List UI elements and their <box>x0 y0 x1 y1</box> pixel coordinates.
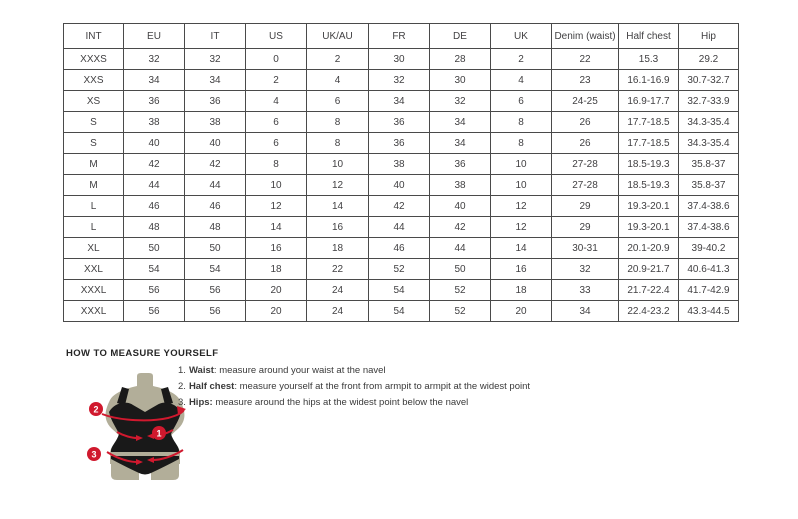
table-cell: 44 <box>430 238 491 259</box>
table-row <box>64 91 739 112</box>
column-header: DE <box>430 24 491 49</box>
table-cell: 18 <box>491 280 552 301</box>
chest-badge <box>89 402 103 416</box>
hips-badge-number: 3 <box>91 449 97 460</box>
table-cell: 0 <box>246 49 307 70</box>
table-cell: 43.3-44.5 <box>679 301 739 322</box>
table-cell: 20 <box>246 280 307 301</box>
column-header: EU <box>124 24 185 49</box>
table-row <box>64 154 739 175</box>
table-cell: XXXL <box>64 301 124 322</box>
table-cell: 38 <box>124 112 185 133</box>
table-cell: 56 <box>124 301 185 322</box>
table-cell: 54 <box>124 259 185 280</box>
table-cell: 32 <box>552 259 619 280</box>
table-cell: 19.3-20.1 <box>619 196 679 217</box>
table-cell: 2 <box>246 70 307 91</box>
table-cell: 50 <box>430 259 491 280</box>
table-cell: 46 <box>369 238 430 259</box>
table-cell: 34.3-35.4 <box>679 133 739 154</box>
table-cell: 30 <box>430 70 491 91</box>
step-number: 2. <box>178 381 186 392</box>
table-cell: 18 <box>246 259 307 280</box>
table-cell: S <box>64 112 124 133</box>
table-cell: 22 <box>552 49 619 70</box>
table-cell: 8 <box>307 133 369 154</box>
measure-steps-list <box>178 366 530 414</box>
table-cell: 2 <box>307 49 369 70</box>
table-row <box>64 217 739 238</box>
table-cell: 32 <box>124 49 185 70</box>
step-number: 3. <box>178 397 186 408</box>
table-cell: 12 <box>491 217 552 238</box>
table-cell: 20.9-21.7 <box>619 259 679 280</box>
table-cell: 20.1-20.9 <box>619 238 679 259</box>
table-cell: 20 <box>491 301 552 322</box>
table-cell: 42 <box>430 217 491 238</box>
table-cell: 8 <box>491 112 552 133</box>
table-cell: 46 <box>124 196 185 217</box>
table-cell: 33 <box>552 280 619 301</box>
table-cell: 32.7-33.9 <box>679 91 739 112</box>
table-cell: 29.2 <box>679 49 739 70</box>
column-header: UK <box>491 24 552 49</box>
column-header: US <box>246 24 307 49</box>
table-cell: 8 <box>307 112 369 133</box>
table-row <box>64 175 739 196</box>
table-cell: 41.7-42.9 <box>679 280 739 301</box>
table-row <box>64 301 739 322</box>
table-cell: XL <box>64 238 124 259</box>
column-header: INT <box>64 24 124 49</box>
table-cell: 10 <box>246 175 307 196</box>
table-cell: 16.9-17.7 <box>619 91 679 112</box>
table-header-row <box>64 24 739 49</box>
table-cell: 48 <box>124 217 185 238</box>
table-cell: 18.5-19.3 <box>619 175 679 196</box>
table-cell: XXL <box>64 259 124 280</box>
table-cell: XXXS <box>64 49 124 70</box>
table-cell: 24-25 <box>552 91 619 112</box>
table-cell: 46 <box>185 196 246 217</box>
table-cell: 40 <box>430 196 491 217</box>
table-cell: 12 <box>246 196 307 217</box>
table-cell: 29 <box>552 196 619 217</box>
measure-step-half-chest <box>178 382 530 392</box>
table-row <box>64 70 739 91</box>
table-cell: 44 <box>124 175 185 196</box>
table-cell: 36 <box>124 91 185 112</box>
table-cell: 12 <box>491 196 552 217</box>
table-cell: 52 <box>369 259 430 280</box>
table-cell: 34 <box>369 91 430 112</box>
table-cell: 52 <box>430 301 491 322</box>
table-cell: M <box>64 175 124 196</box>
table-cell: 40 <box>124 133 185 154</box>
table-cell: 14 <box>246 217 307 238</box>
table-cell: 22 <box>307 259 369 280</box>
table-cell: 28 <box>430 49 491 70</box>
table-cell: 42 <box>185 154 246 175</box>
step-label: Hips: <box>188 397 213 408</box>
table-row <box>64 259 739 280</box>
table-cell: 42 <box>369 196 430 217</box>
table-cell: 37.4-38.6 <box>679 217 739 238</box>
table-cell: 35.8-37 <box>679 154 739 175</box>
table-row <box>64 133 739 154</box>
measure-step-waist <box>178 366 530 376</box>
table-cell: 36 <box>369 112 430 133</box>
table-cell: 29 <box>552 217 619 238</box>
table-cell: XS <box>64 91 124 112</box>
table-cell: 16.1-16.9 <box>619 70 679 91</box>
table-cell: 4 <box>307 70 369 91</box>
table-cell: L <box>64 196 124 217</box>
step-label: Half chest <box>188 381 235 392</box>
table-cell: 32 <box>430 91 491 112</box>
table-cell: 56 <box>185 301 246 322</box>
table-cell: L <box>64 217 124 238</box>
table-row <box>64 196 739 217</box>
waist-badge <box>152 426 166 440</box>
column-header: FR <box>369 24 430 49</box>
table-cell: 54 <box>185 259 246 280</box>
table-cell: 14 <box>491 238 552 259</box>
table-cell: 21.7-22.4 <box>619 280 679 301</box>
table-cell: 17.7-18.5 <box>619 133 679 154</box>
table-cell: 8 <box>491 133 552 154</box>
table-cell: 44 <box>369 217 430 238</box>
table-cell: 24 <box>307 280 369 301</box>
table-cell: 32 <box>185 49 246 70</box>
measure-step-hips <box>178 398 530 408</box>
column-header: IT <box>185 24 246 49</box>
table-cell: 34.3-35.4 <box>679 112 739 133</box>
table-cell: 23 <box>552 70 619 91</box>
table-cell: 15.3 <box>619 49 679 70</box>
table-cell: 6 <box>246 133 307 154</box>
table-cell: 39-40.2 <box>679 238 739 259</box>
table-cell: 36 <box>185 91 246 112</box>
table-cell: 54 <box>369 280 430 301</box>
step-text: : measure yourself at the front from armpit to armpit at the widest point <box>234 381 531 392</box>
table-cell: 12 <box>307 175 369 196</box>
table-cell: 30.7-32.7 <box>679 70 739 91</box>
table-cell: 4 <box>246 91 307 112</box>
table-cell: 38 <box>185 112 246 133</box>
table-cell: S <box>64 133 124 154</box>
table-cell: 56 <box>185 280 246 301</box>
table-cell: 34 <box>552 301 619 322</box>
table-cell: 40 <box>185 133 246 154</box>
table-cell: 42 <box>124 154 185 175</box>
chest-badge-number: 2 <box>93 404 99 415</box>
table-cell: 16 <box>246 238 307 259</box>
table-cell: XXS <box>64 70 124 91</box>
table-cell: 34 <box>124 70 185 91</box>
step-text: measure around the hips at the widest point below the navel <box>212 397 469 408</box>
table-cell: 36 <box>369 133 430 154</box>
table-cell: 52 <box>430 280 491 301</box>
table-cell: 4 <box>491 70 552 91</box>
column-header: UK/AU <box>307 24 369 49</box>
table-cell: 6 <box>491 91 552 112</box>
table-cell: 27-28 <box>552 154 619 175</box>
column-header: Hip <box>679 24 739 49</box>
table-cell: 24 <box>307 301 369 322</box>
table-cell: 30-31 <box>552 238 619 259</box>
table-cell: 38 <box>369 154 430 175</box>
step-text: : measure around your waist at the navel <box>213 365 386 376</box>
table-cell: 36 <box>430 154 491 175</box>
table-row <box>64 280 739 301</box>
table-cell: 27-28 <box>552 175 619 196</box>
table-cell: 34 <box>185 70 246 91</box>
table-row <box>64 238 739 259</box>
hips-badge <box>87 447 101 461</box>
table-cell: 26 <box>552 112 619 133</box>
table-cell: 16 <box>307 217 369 238</box>
column-header: Half chest <box>619 24 679 49</box>
step-number: 1. <box>178 365 186 376</box>
table-cell: 40 <box>369 175 430 196</box>
table-cell: 10 <box>307 154 369 175</box>
table-cell: XXXL <box>64 280 124 301</box>
table-row <box>64 49 739 70</box>
table-cell: 17.7-18.5 <box>619 112 679 133</box>
column-header: Denim (waist) <box>552 24 619 49</box>
table-cell: 35.8-37 <box>679 175 739 196</box>
size-chart-table <box>63 23 739 322</box>
waist-badge-number: 1 <box>156 428 162 439</box>
table-cell: 30 <box>369 49 430 70</box>
table-cell: 14 <box>307 196 369 217</box>
table-row <box>64 112 739 133</box>
table-cell: 10 <box>491 175 552 196</box>
table-cell: 16 <box>491 259 552 280</box>
table-cell: 34 <box>430 133 491 154</box>
table-cell: 6 <box>246 112 307 133</box>
measure-section-title: HOW TO MEASURE YOURSELF <box>66 348 219 359</box>
table-cell: 44 <box>185 175 246 196</box>
table-cell: 6 <box>307 91 369 112</box>
table-cell: 26 <box>552 133 619 154</box>
table-cell: 32 <box>369 70 430 91</box>
table-cell: 18.5-19.3 <box>619 154 679 175</box>
table-cell: 48 <box>185 217 246 238</box>
table-cell: M <box>64 154 124 175</box>
step-label: Waist <box>188 365 214 376</box>
table-cell: 10 <box>491 154 552 175</box>
table-cell: 22.4-23.2 <box>619 301 679 322</box>
table-cell: 40.6-41.3 <box>679 259 739 280</box>
table-cell: 2 <box>491 49 552 70</box>
table-cell: 34 <box>430 112 491 133</box>
table-cell: 8 <box>246 154 307 175</box>
table-cell: 19.3-20.1 <box>619 217 679 238</box>
table-cell: 37.4-38.6 <box>679 196 739 217</box>
table-cell: 56 <box>124 280 185 301</box>
table-cell: 38 <box>430 175 491 196</box>
table-cell: 54 <box>369 301 430 322</box>
table-cell: 50 <box>185 238 246 259</box>
table-cell: 50 <box>124 238 185 259</box>
table-cell: 18 <box>307 238 369 259</box>
table-cell: 20 <box>246 301 307 322</box>
